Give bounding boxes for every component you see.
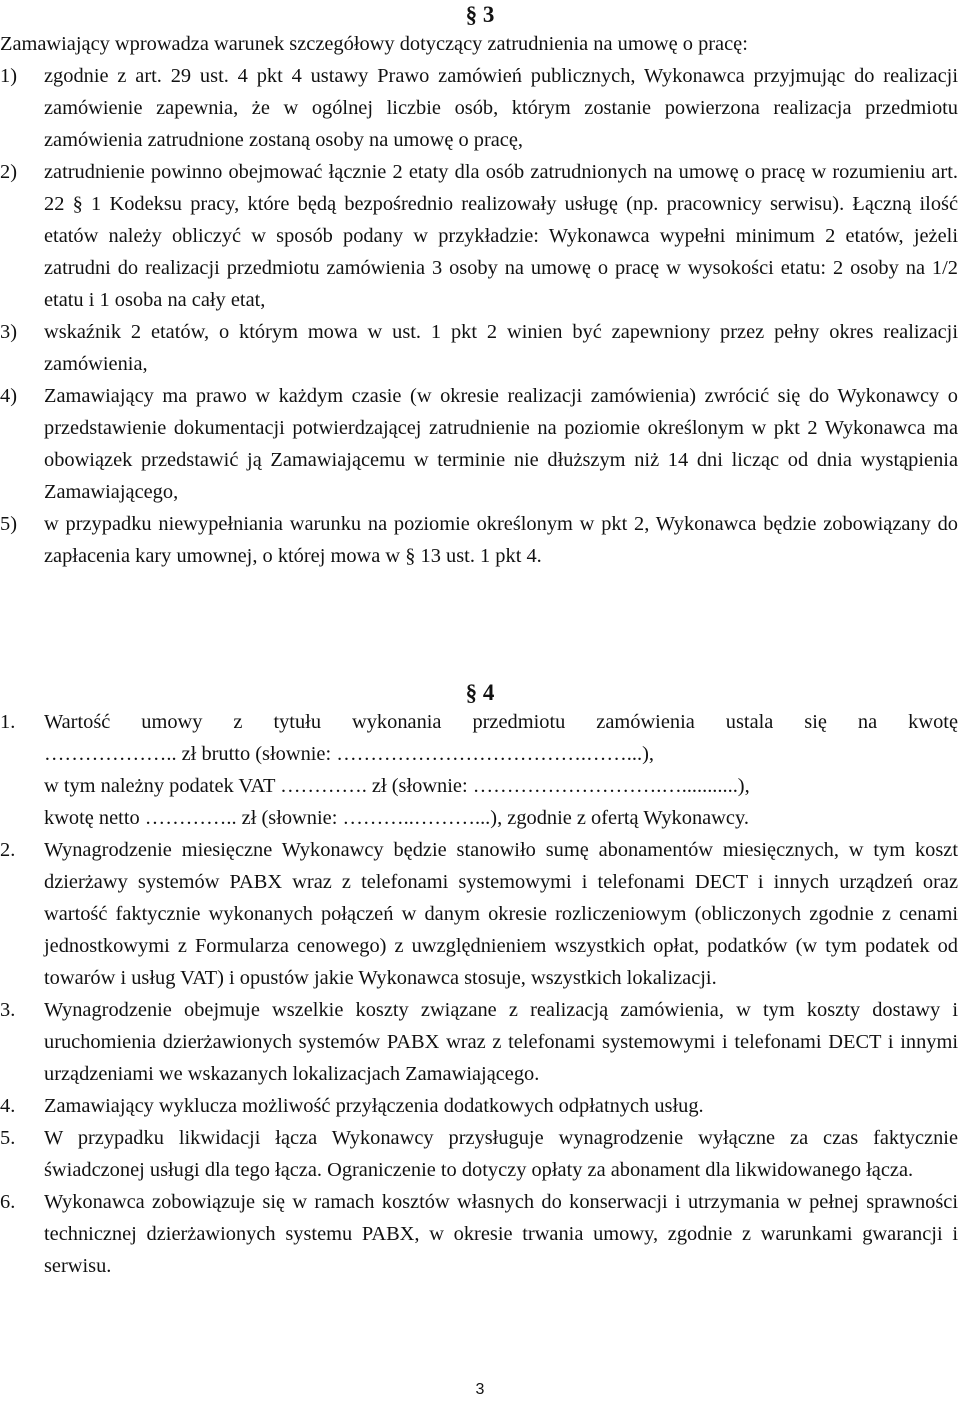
section-4-item-5 (0, 1122, 958, 1186)
item-line: Wartość umowy z tytułu wykonania przedmiotu zamówienia ustala się na kwotę (44, 711, 958, 733)
item-text: Zamawiający wyklucza możliwość przyłączenia dodatkowych odpłatnych usług. (44, 1095, 704, 1117)
item-text: zgodnie z art. 29 ust. 4 pkt 4 ustawy Prawo zamówień publicznych, Wykonawca przyjmując do realizacji zamówienie zapewnia, że w ogólnej liczbie osób, którym zostanie powierzona realizacja przedmiotu zamówienia zatrudnione zostaną osoby na umowę o pracę, (44, 65, 958, 151)
section-3-item-5 (0, 508, 958, 572)
section-3-intro-text: Zamawiający wprowadza warunek szczegółowy dotyczący zatrudnienia na umowę o pracę: (0, 33, 748, 55)
section-4-list (0, 706, 958, 1282)
item-number: 1. (0, 711, 16, 733)
section-4-item-6 (0, 1186, 958, 1282)
item-text: wskaźnik 2 etatów, o którym mowa w ust. 1 pkt 2 winien być zapewniony przez pełny okres realizacji zamówienia, (44, 321, 958, 375)
item-line: kwotę netto ………….. zł (słownie: ………..………...), zgodnie z ofertą Wykonawcy. (44, 807, 749, 829)
item-line: ……………….. zł brutto (słownie: ……………………………….……...), (44, 743, 654, 765)
section-3-list (0, 60, 958, 572)
item-number: 2) (0, 161, 17, 183)
item-text: Zamawiający ma prawo w każdym czasie (w okresie realizacji zamówienia) zwrócić się do Wykonawcy o przedstawienie dokumentacji potwierdzającej zatrudnienie na poziomie określonym w pkt 2 Wykonawca ma obowiązek przedstawić ją Zamawiającemu w terminie nie dłuższym niż 14 dni licząc od dnia wystąpienia Zamawiającego, (44, 385, 958, 503)
section-4-item-4 (0, 1090, 958, 1122)
item-number: 5. (0, 1127, 16, 1149)
section-4-heading: § 4 (465, 680, 495, 705)
item-number: 6. (0, 1191, 16, 1213)
section-4-item-3 (0, 994, 958, 1090)
section-3-item-4 (0, 380, 958, 508)
item-number: 4) (0, 385, 17, 407)
item-number: 4. (0, 1095, 16, 1117)
section-3-item-2 (0, 156, 958, 316)
section-3-item-1 (0, 60, 958, 156)
item-number: 5) (0, 513, 17, 535)
item-number: 2. (0, 839, 16, 861)
section-3-item-3 (0, 316, 958, 380)
item-text: Wynagrodzenie miesięczne Wykonawcy będzie stanowiło sumę abonamentów miesięcznych, w tym koszt dzierżawy systemów PABX wraz z telefonami systemowymi i telefonami DECT i innych urządzeń oraz wartość faktycznie wykonanych połączeń w danym okresie rozliczeniowym (obliczonych zgodnie z cenami jednostkowymi z Formularza cenowego) z uwzględnieniem wszystkich opłat, podatków (w tym podatek od towarów i usług VAT) i opustów jakie Wykonawca stosuje, wszystkich lokalizacji. (44, 839, 958, 989)
item-number: 1) (0, 65, 17, 87)
section-3-heading: § 3 (465, 2, 495, 27)
section-4-item-1 (0, 706, 958, 834)
item-number: 3) (0, 321, 17, 343)
item-text: Wykonawca zobowiązuje się w ramach kosztów własnych do konserwacji i utrzymania w pełnej sprawności technicznej dzierżawionych systemu PABX, w okresie trwania umowy, zgodnie z warunkami gwarancji i serwisu. (44, 1191, 958, 1277)
item-text: w przypadku niewypełniania warunku na poziomie określonym w pkt 2, Wykonawca będzie zobowiązany do zapłacenia kary umownej, o której mowa w § 13 ust. 1 pkt 4. (44, 513, 958, 567)
item-line: w tym należny podatek VAT …………. zł (słownie: ……………………….…...........), (44, 775, 750, 797)
item-text: zatrudnienie powinno obejmować łącznie 2 etaty dla osób zatrudnionych na umowę o pracę w rozumieniu art. 22 § 1 Kodeksu pracy, które będą bezpośrednio realizowały usługę (np. pracownicy serwisu). Łączną ilość etatów należy obliczyć w sposób podany w przykładzie: Wykonawca wypełni minimum 2 etatów, jeżeli zatrudni do realizacji przedmiotu zamówienia 3 osoby na umowę o pracę w wysokości etatu: 2 osoby na 1/2 etatu i 1 osoba na cały etat, (44, 161, 958, 311)
item-number: 3. (0, 999, 16, 1021)
section-4-item-2 (0, 834, 958, 994)
item-text: W przypadku likwidacji łącza Wykonawcy przysługuje wynagrodzenie wyłączne za czas faktycznie świadczonej usługi dla tego łącza. Ograniczenie to dotyczy opłaty za abonament dla likwidowanego łącza. (44, 1127, 958, 1181)
section-3-intro (0, 28, 958, 60)
page-number: 3 (475, 1381, 485, 1398)
item-text: Wynagrodzenie obejmuje wszelkie koszty związane z realizacją zamówienia, w tym koszty dostawy i uruchomienia dzierżawionych systemów PABX wraz z telefonami systemowymi i telefonami DECT i innymi urządzeniami we wskazanych lokalizacjach Zamawiającego. (44, 999, 958, 1085)
